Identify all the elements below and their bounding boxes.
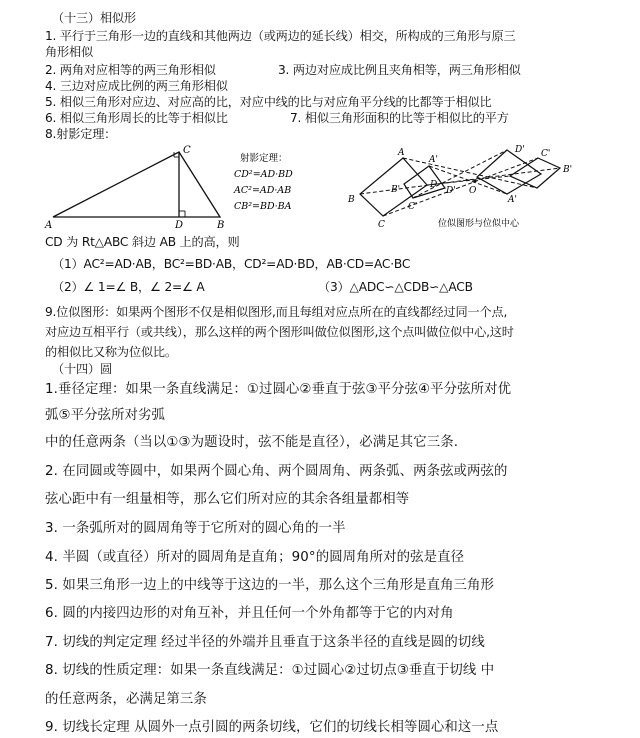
item-7: 7. 相似三角形面积的比等于相似比的平方 bbox=[290, 111, 509, 125]
formula-title: 射影定理： bbox=[240, 153, 288, 164]
section-14-title: （十四）圆 bbox=[52, 362, 112, 376]
homothety-rays bbox=[360, 150, 560, 216]
item-4: 4. 三边对应成比例的两三角形相似 bbox=[45, 79, 228, 93]
fig2-label-c-prime: C' bbox=[408, 202, 418, 212]
section-13-title: （十三）相似形 bbox=[52, 11, 136, 25]
result-1: （1）AC²=AD·AB，BC²=BD·AB，CD²=AD·BD，AB·CD=AC·BC bbox=[52, 257, 411, 271]
fig2-label-a: A bbox=[398, 148, 405, 158]
circle-item-8-b: 的任意两条，必满足第三条 bbox=[45, 692, 207, 707]
circle-item-3: 3. 一条弧所对的圆周角等于它所对的圆心角的一半 bbox=[45, 521, 346, 536]
item-5: 5. 相似三角形对应边、对应高的比，对应中线的比与对应角平分线的比都等于相似比 bbox=[45, 95, 492, 109]
point-label-c: C bbox=[183, 145, 191, 156]
circle-item-9: 9. 切线长定理 从圆外一点引圆的两条切线，它们的切线长相等圆心和这一点 bbox=[45, 720, 499, 735]
result-2: （2）∠ 1=∠ B，∠ 2=∠ A bbox=[52, 280, 205, 294]
formula-cd: CD²=AD·BD bbox=[234, 169, 293, 180]
fig2-label-d: D bbox=[430, 180, 438, 190]
homothety-line-2: 对应边互相平行（或共线），那么这样的两个图形叫做位似图形,这个点叫做位似中心,这时 bbox=[45, 325, 514, 339]
homothety-figure bbox=[345, 140, 585, 232]
fig2-label-d-prime-image: D' bbox=[515, 145, 525, 155]
item-6: 6. 相似三角形周长的比等于相似比 bbox=[45, 111, 228, 125]
result-3: （3）△ADC∽△CDB∽△ACB bbox=[318, 280, 473, 294]
fig2-label-b-prime: B' bbox=[391, 185, 401, 195]
projection-formulas bbox=[230, 150, 340, 216]
fig2-label-d-prime: D' bbox=[446, 186, 456, 196]
fig2-label-b-prime-image: B' bbox=[563, 165, 573, 175]
circle-item-2-b: 弦心距中有一组量相等，那么它们所对应的其余各组量都相等 bbox=[45, 492, 410, 507]
point-label-b: B bbox=[217, 220, 225, 231]
item-3: 3. 两边对应成比例且夹角相等，两三角形相似 bbox=[278, 63, 521, 77]
homothety-line-1: 9.位似图形：如果两个图形不仅是相似图形,而且每组对应点所在的直线都经过同一个点, bbox=[45, 305, 508, 319]
circle-item-4: 4. 半圆（或直径）所对的圆周角是直角；90°的圆周角所对的弦是直径 bbox=[45, 550, 465, 565]
homothety-caption: 位似图形与位似中心 bbox=[438, 219, 520, 229]
item-1-line-b: 角形相似 bbox=[45, 45, 93, 59]
fig2-label-a-prime-image: A' bbox=[508, 195, 517, 205]
homothety-line-3: 的相似比又称为位似比。 bbox=[45, 345, 177, 359]
item-2: 2. 两角对应相等的两三角形相似 bbox=[45, 63, 216, 77]
circle-item-7: 7. 切线的判定定理 经过半径的外端并且垂直于这条半径的直线是圆的切线 bbox=[45, 635, 485, 650]
fig2-label-a-prime: A' bbox=[429, 155, 438, 165]
circle-item-1-b: 弧⑤平分弦所对劣弧 bbox=[45, 408, 166, 423]
fig2-label-c: C bbox=[378, 220, 385, 230]
circle-item-8-a: 8. 切线的性质定理：如果一条直线满足：①过圆心②过切点③垂直于切线 中 bbox=[45, 663, 495, 678]
circle-item-1-c: 中的任意两条（当以①③为题设时，弦不能是直径），必满足其它三条. bbox=[45, 435, 459, 450]
fig2-label-o: O bbox=[469, 186, 477, 196]
right-triangle-figure bbox=[40, 140, 240, 232]
item-8-title: 8.射影定理： bbox=[45, 127, 117, 141]
fig2-label-b: B bbox=[348, 195, 355, 205]
circle-item-6: 6. 圆的内接四边形的对角互补，并且任何一个外角都等于它的内对角 bbox=[45, 606, 454, 621]
cd-altitude-line: CD 为 Rt△ABC 斜边 AB 上的高，则 bbox=[45, 235, 240, 249]
circle-item-5: 5. 如果三角形一边上的中线等于这边的一半，那么这个三角形是直角三角形 bbox=[45, 578, 495, 593]
point-label-d: D bbox=[175, 220, 184, 231]
circle-item-1-a: 1.垂径定理：如果一条直线满足：①过圆心②垂直于弦③平分弦④平分弦所对优 bbox=[45, 382, 512, 397]
formula-ac: AC²=AD·AB bbox=[234, 185, 292, 196]
point-label-a: A bbox=[45, 220, 53, 231]
formula-cb: CB²=BD·BA bbox=[234, 201, 292, 212]
fig2-label-c-prime-image: C' bbox=[541, 149, 551, 159]
center-o-dot bbox=[473, 179, 476, 182]
circle-item-2-a: 2. 在同圆或等圆中，如果两个圆心角、两个圆周角、两条弧、两条弦或两弦的 bbox=[45, 464, 508, 479]
item-1-line-a: 1. 平行于三角形一边的直线和其他两边（或两边的延长线）相交，所构成的三角形与原三 bbox=[45, 29, 516, 43]
triangle-abc bbox=[53, 152, 220, 217]
